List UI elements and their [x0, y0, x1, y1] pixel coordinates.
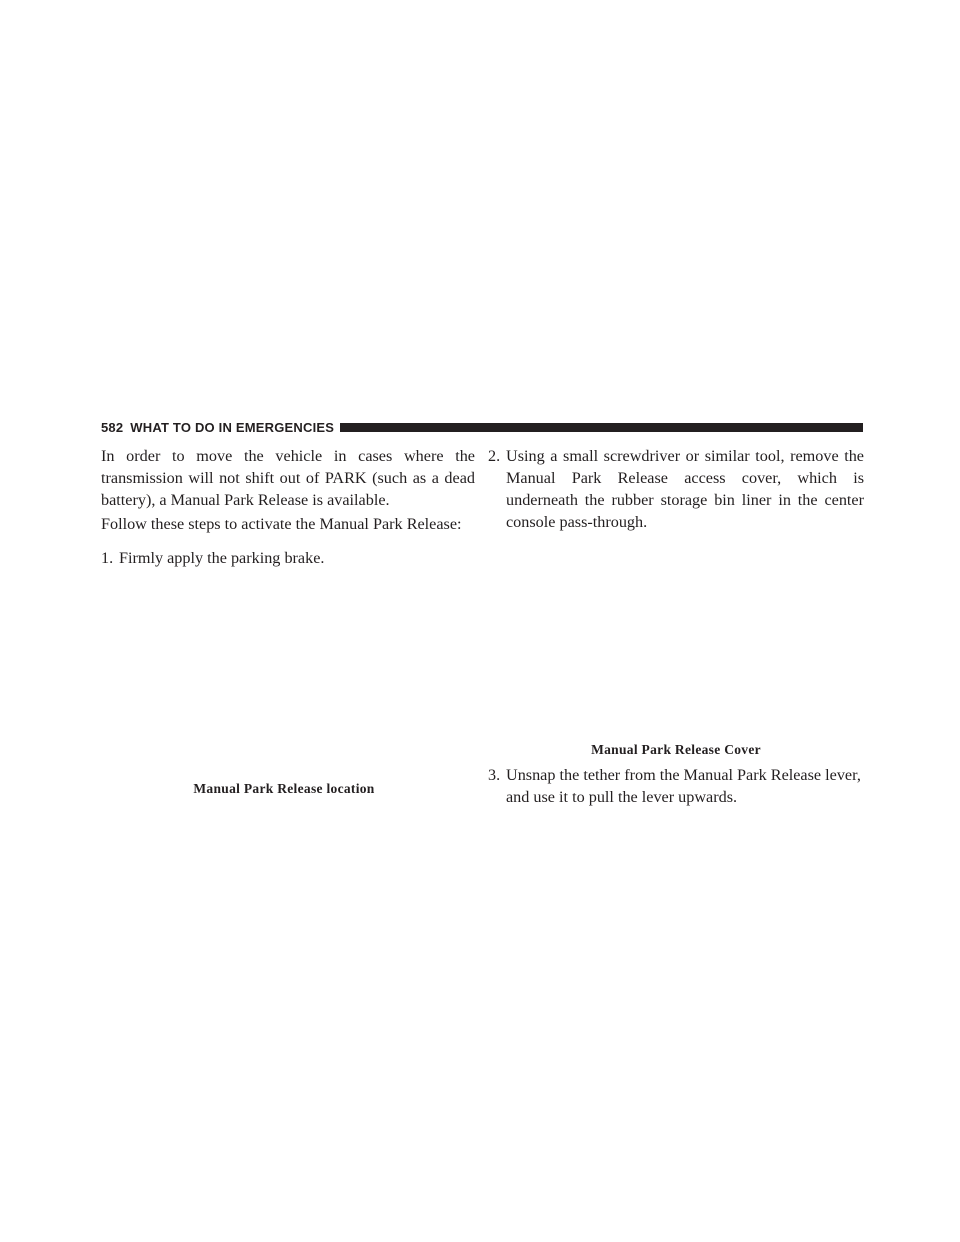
- step-2-text: Using a small screwdriver or similar tool, remove the Manual Park Release access cover, which is underneath the rubber storage bin liner in the center console pass-through.: [506, 447, 864, 531]
- step-1: [101, 547, 475, 569]
- step-2: [488, 445, 864, 533]
- step-3-text: Unsnap the tether from the Manual Park Release lever, and use it to pull the lever upwards.: [506, 766, 861, 806]
- page-header: [101, 418, 863, 436]
- section-title: WHAT TO DO IN EMERGENCIES: [130, 419, 335, 435]
- step-3: [488, 764, 864, 808]
- step-3-number: 3.: [488, 766, 501, 784]
- header-rule: [340, 423, 863, 432]
- step-2-number: 2.: [488, 447, 501, 465]
- page-number: 582: [101, 419, 124, 435]
- figure-caption-cover: Manual Park Release Cover: [591, 742, 761, 757]
- figure-caption-location: Manual Park Release location: [193, 781, 375, 796]
- intro-paragraph: In order to move the vehicle in cases where the transmission will not shift out of PARK (such as a dead battery), a Manual Park Release is available.: [101, 447, 475, 509]
- steps-intro-paragraph: Follow these steps to activate the Manual Park Release:: [101, 515, 462, 533]
- step-1-number: 1.: [101, 549, 114, 567]
- step-1-text: Firmly apply the parking brake.: [119, 549, 325, 567]
